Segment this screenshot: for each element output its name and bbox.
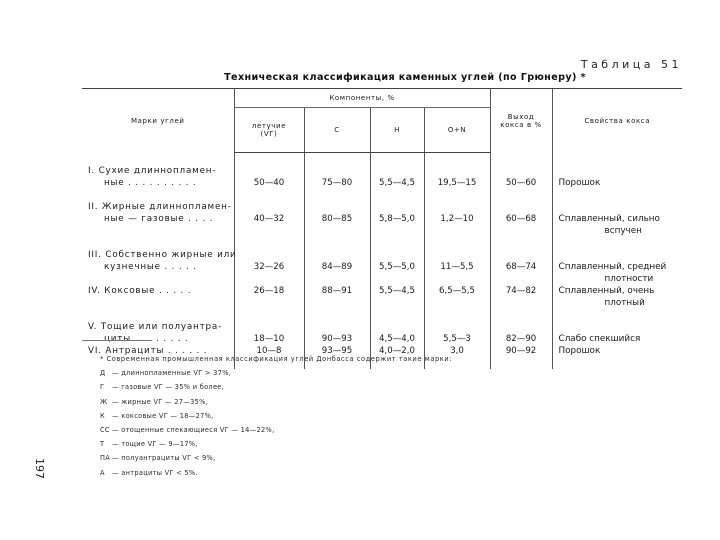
- header-coke-yield-line1: Выход: [507, 112, 535, 121]
- brand-name: I. Сухие длиннопламен-: [88, 166, 217, 176]
- volatile-value: 50—40: [234, 177, 304, 189]
- table-row: [82, 285, 682, 297]
- coke-properties-cont: вспучен: [552, 225, 682, 237]
- coal-classification-table: [82, 88, 682, 369]
- brand-name-cont: ные — газовые . . . .: [104, 214, 214, 224]
- coke-yield-value: 90—92: [490, 345, 552, 357]
- footnote-text: — отощенные спекающиеся VГ — 14—22%,: [112, 425, 275, 434]
- table-row: [82, 249, 682, 261]
- footnote-text: — тощие VГ — 9—17%,: [112, 440, 198, 449]
- footnote: [100, 352, 520, 480]
- carbon-value: 90—93: [304, 333, 370, 345]
- header-hydrogen: H: [370, 108, 424, 153]
- footnote-item: [100, 466, 520, 480]
- coke-properties: Сплавленный, очень: [552, 285, 682, 297]
- table-row: [82, 297, 682, 309]
- footnote-text: — длиннопламенные VГ > 37%,: [112, 369, 232, 378]
- coke-properties: Сплавленный, сильно: [552, 213, 682, 225]
- footnote-abbr: К: [100, 411, 105, 420]
- footnote-intro: * Современная промышленная классификация углей Донбасса содержит такие марки:: [100, 355, 453, 363]
- coke-properties: Сплавленный, средней: [552, 261, 682, 273]
- footnote-item: [100, 380, 520, 394]
- hydrogen-value: 5,5—4,5: [370, 177, 424, 189]
- hydrogen-value: 5,5—4,5: [370, 285, 424, 297]
- table-row: [82, 321, 682, 333]
- brand-name-cont: циты . . . . . . . .: [104, 334, 189, 344]
- table-row: [82, 273, 682, 285]
- coke-yield-value: 60—68: [490, 213, 552, 225]
- volatile-value: 10—8: [234, 345, 304, 357]
- coke-yield-value: 82—90: [490, 333, 552, 345]
- header-brand: Марки углей: [82, 89, 234, 153]
- carbon-value: 80—85: [304, 213, 370, 225]
- table-row: [82, 165, 682, 177]
- footnote-text: — жирные VГ — 27—35%,: [112, 397, 209, 406]
- carbon-value: 93—95: [304, 345, 370, 357]
- hydrogen-value: 5,5—5,0: [370, 261, 424, 273]
- coke-properties-cont: плотный: [552, 297, 682, 309]
- oxygen-nitrogen-value: 11—5,5: [424, 261, 490, 273]
- brand-name: IV. Коксовые . . . . .: [88, 286, 192, 296]
- coke-properties: Порошок: [552, 177, 682, 189]
- brand-name: II. Жирные длиннопламен-: [88, 202, 232, 212]
- page-number: 197: [33, 458, 46, 479]
- hydrogen-value: 4,5—4,0: [370, 333, 424, 345]
- brand-name: VI. Антрациты . . . . . .: [88, 346, 208, 356]
- volatile-value: 18—10: [234, 333, 304, 345]
- header-coke-yield-line2: кокса в %: [500, 120, 542, 129]
- table-row: [82, 333, 682, 345]
- carbon-value: 75—80: [304, 177, 370, 189]
- coke-properties-cont: плотности: [552, 273, 682, 285]
- header-volatile-line2: (VГ): [260, 130, 278, 138]
- footnote-divider: [82, 340, 152, 341]
- table-row: [82, 201, 682, 213]
- oxygen-nitrogen-value: 5,5—3: [424, 333, 490, 345]
- table-row: [82, 177, 682, 189]
- brand-name: V. Тощие или полуантра-: [88, 322, 223, 332]
- volatile-value: 26—18: [234, 285, 304, 297]
- footnote-text: — газовые VГ — 35% и более,: [112, 383, 225, 392]
- brand-name: III. Собственно жирные или: [88, 250, 237, 260]
- footnote-item: [100, 395, 520, 409]
- hydrogen-value: 5,8—5,0: [370, 213, 424, 225]
- oxygen-nitrogen-value: 19,5—15: [424, 177, 490, 189]
- table-row: [82, 225, 682, 237]
- footnote-text: — антрациты VГ < 5%.: [112, 468, 198, 477]
- table-label: Таблица 51: [580, 58, 682, 71]
- header-coke-properties: Свойства кокса: [552, 89, 682, 153]
- oxygen-nitrogen-value: 6,5—5,5: [424, 285, 490, 297]
- coke-properties: Порошок: [552, 345, 682, 357]
- header-oxygen-nitrogen: O+N: [424, 108, 490, 153]
- footnote-abbr: Т: [100, 440, 105, 449]
- volatile-value: 40—32: [234, 213, 304, 225]
- header-coke-yield: [490, 89, 552, 153]
- oxygen-nitrogen-value: 3,0: [424, 345, 490, 357]
- footnote-item: [100, 366, 520, 380]
- footnote-abbr: СС: [100, 425, 110, 434]
- footnote-text: — полуантрациты VГ < 9%,: [112, 454, 216, 463]
- carbon-value: 84—89: [304, 261, 370, 273]
- header-components: Компоненты, %: [234, 89, 490, 108]
- coke-yield-value: 74—82: [490, 285, 552, 297]
- table-row: [82, 213, 682, 225]
- brand-name-cont: ные . . . . . . . . . .: [104, 178, 197, 188]
- footnote-abbr: Д: [100, 369, 106, 378]
- table-row: [82, 261, 682, 273]
- footnote-item: [100, 451, 520, 465]
- coke-yield-value: 50—60: [490, 177, 552, 189]
- header-volatile-line1: летучие: [251, 122, 287, 130]
- footnote-abbr: Г: [100, 383, 105, 392]
- footnote-text: — коксовые VГ — 18—27%,: [112, 411, 214, 420]
- coke-properties: Слабо спекшийся: [552, 333, 682, 345]
- footnote-abbr: А: [100, 468, 105, 477]
- hydrogen-value: 4,0—2,0: [370, 345, 424, 357]
- footnote-item: [100, 437, 520, 451]
- oxygen-nitrogen-value: 1,2—10: [424, 213, 490, 225]
- brand-name-cont: кузнечные . . . . .: [104, 262, 197, 272]
- volatile-value: 32—26: [234, 261, 304, 273]
- footnote-item: [100, 409, 520, 423]
- footnote-item: [100, 423, 520, 437]
- footnote-abbr: Ж: [100, 397, 108, 406]
- header-carbon: C: [304, 108, 370, 153]
- coke-yield-value: 68—74: [490, 261, 552, 273]
- table-title: Техническая классификация каменных углей (по Грюнеру) *: [224, 72, 586, 83]
- carbon-value: 88—91: [304, 285, 370, 297]
- header-volatile: [234, 108, 304, 153]
- footnote-abbr: ПА: [100, 454, 111, 463]
